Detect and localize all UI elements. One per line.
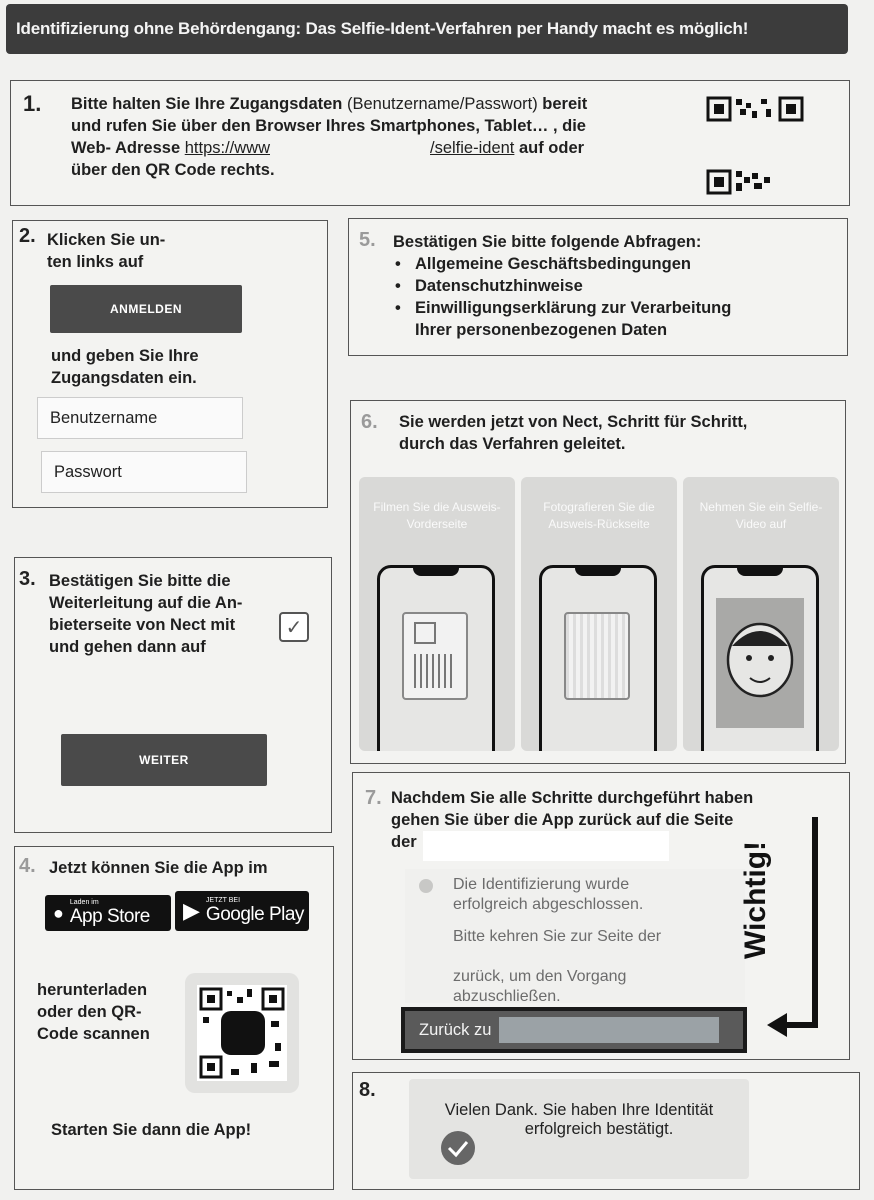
id-card-back-icon (564, 612, 630, 700)
text: (Benutzername/Passwort) (346, 95, 538, 113)
password-field[interactable]: Passwort (41, 451, 247, 493)
google-play-badge[interactable] (175, 891, 309, 931)
text: und rufen Sie über den Browser Ihres Smartphones, Tablet… , die (71, 117, 586, 135)
step-1-box (10, 80, 850, 206)
text: Bitte halten Sie Ihre Zugangsdaten (71, 95, 347, 113)
step-4-mid (37, 979, 150, 1045)
play-icon: ▶ (183, 898, 200, 923)
step-5-text (393, 231, 833, 341)
weiter-button[interactable]: WEITER (61, 734, 267, 786)
text: App Store (69, 906, 150, 927)
face-icon (716, 598, 804, 728)
page-title: Identifizierung ohne Behördengang: Das Selfie-Ident-Verfahren per Handy macht es möglich! (6, 4, 848, 54)
list-item: • Allgemeine Geschäftsbedingungen (393, 253, 833, 275)
step-number: 1. (23, 91, 42, 116)
text: Zugangsdaten ein. (51, 369, 197, 387)
text: Bitte kehren Sie zur Seite der (453, 928, 662, 945)
apple-icon: ● (53, 902, 64, 923)
text: zurück, um den Vorgang (453, 968, 627, 985)
consent-checkbox[interactable] (279, 612, 309, 642)
card-caption: Nehmen Sie ein Selfie-Video auf (699, 500, 823, 531)
phone-notch (413, 566, 459, 576)
text: JETZT BEI (205, 897, 241, 904)
text: ten links auf (47, 253, 144, 271)
step-4-end: Starten Sie dann die App! (51, 1121, 252, 1139)
card-caption: Fotografieren Sie die Ausweis-Rückseite (543, 500, 655, 531)
success-message (453, 875, 643, 915)
app-store-badge[interactable] (45, 895, 171, 931)
text: Weiterleitung auf die An- (49, 594, 243, 612)
step-2-box (12, 220, 328, 508)
redacted-area (423, 831, 669, 861)
consent-list (393, 253, 833, 319)
step-number: 2. (19, 225, 36, 247)
text: Laden im (69, 899, 99, 906)
text: erfolgreich abgeschlossen. (453, 896, 644, 913)
url-link-end[interactable]: /selfie-ident (430, 139, 515, 157)
redacted-area (499, 1017, 719, 1043)
text: abzuschließen. (453, 988, 561, 1005)
app-qr-code[interactable] (185, 973, 299, 1093)
step-number: 5. (359, 229, 376, 251)
step-number: 7. (365, 787, 382, 809)
anmelden-button[interactable]: ANMELDEN (50, 285, 242, 333)
step-7-box (352, 772, 850, 1060)
step-3-text (49, 570, 242, 658)
text: Klicken Sie un- (47, 231, 166, 249)
step-number: 4. (19, 855, 36, 877)
text: erfolgreich bestätigt. (524, 1120, 674, 1138)
confirmation-card (409, 1079, 749, 1179)
text: Nachdem Sie alle Schritte durchgeführt haben (391, 789, 754, 807)
text: der (391, 833, 417, 851)
text: auf oder (514, 139, 585, 157)
phone-notch (575, 566, 621, 576)
step-3-box (14, 557, 332, 833)
app-screen-snippet (405, 869, 745, 1003)
text: oder den QR- (37, 1003, 142, 1021)
url-link-start[interactable]: https://www (184, 139, 270, 157)
text: bereit (537, 95, 588, 113)
text: über den QR Code rechts. (71, 161, 275, 179)
step-5-box (348, 218, 848, 356)
text: Google Play (205, 904, 304, 925)
step-4-intro: Jetzt können Sie die App im (49, 859, 268, 877)
button-label: Zurück zu (419, 1020, 492, 1039)
step-6-box (350, 400, 846, 764)
instruction-card-back (521, 477, 677, 751)
phone-mockup (377, 565, 495, 751)
step-number: 3. (19, 568, 36, 590)
text: herunterladen (37, 981, 148, 999)
qr-code-fragment (706, 95, 806, 123)
instruction-card-selfie (683, 477, 839, 751)
list-item: • Einwilligungserklärung zur Verarbeitung (393, 297, 833, 319)
text: Sie werden jetzt von Nect, Schritt für Schritt, (399, 413, 748, 431)
text: Bestätigen Sie bitte die (49, 572, 231, 590)
text: Code scannen (37, 1025, 150, 1043)
step-2-intro (47, 229, 165, 273)
arrow-icon (761, 813, 827, 1043)
return-message (453, 927, 661, 1007)
step-4-box (14, 846, 334, 1190)
important-label: Wichtig! (739, 840, 772, 959)
list-item-continuation: Ihrer personenbezogenen Daten (415, 321, 668, 339)
id-card-front-icon (402, 612, 468, 700)
instruction-card-front (359, 477, 515, 751)
text: bieterseite von Nect mit (49, 616, 236, 634)
step-6-text (399, 411, 747, 455)
phone-mockup (539, 565, 657, 751)
text: durch das Verfahren geleitet. (399, 435, 626, 453)
text: gehen Sie über die App zurück auf die Seite (391, 811, 734, 829)
text: und gehen dann auf (49, 638, 206, 656)
text: Die Identifizierung wurde (453, 876, 630, 893)
checkmark-icon: ✓ (285, 616, 303, 639)
step-8-box (352, 1072, 860, 1190)
phone-mockup (701, 565, 819, 751)
camera-preview (716, 598, 804, 728)
step-number: 6. (361, 411, 378, 433)
card-caption: Filmen Sie die Ausweis-Vorderseite (373, 500, 501, 531)
phone-notch (737, 566, 783, 576)
text: Bestätigen Sie bitte folgende Abfragen: (393, 233, 702, 251)
qr-code-fragment (706, 169, 776, 195)
step-2-after (51, 345, 199, 389)
step-1-text (71, 93, 671, 181)
text: Web- Adresse (71, 139, 185, 157)
username-field[interactable]: Benutzername (37, 397, 243, 439)
step-number: 8. (359, 1079, 376, 1101)
success-check-icon (439, 1129, 477, 1167)
check-circle-icon (419, 879, 433, 893)
text: und geben Sie Ihre (51, 347, 199, 365)
list-item: • Datenschutzhinweise (393, 275, 833, 297)
zurueck-button[interactable] (401, 1007, 747, 1053)
text: Vielen Dank. Sie haben Ihre Identität (444, 1101, 714, 1119)
